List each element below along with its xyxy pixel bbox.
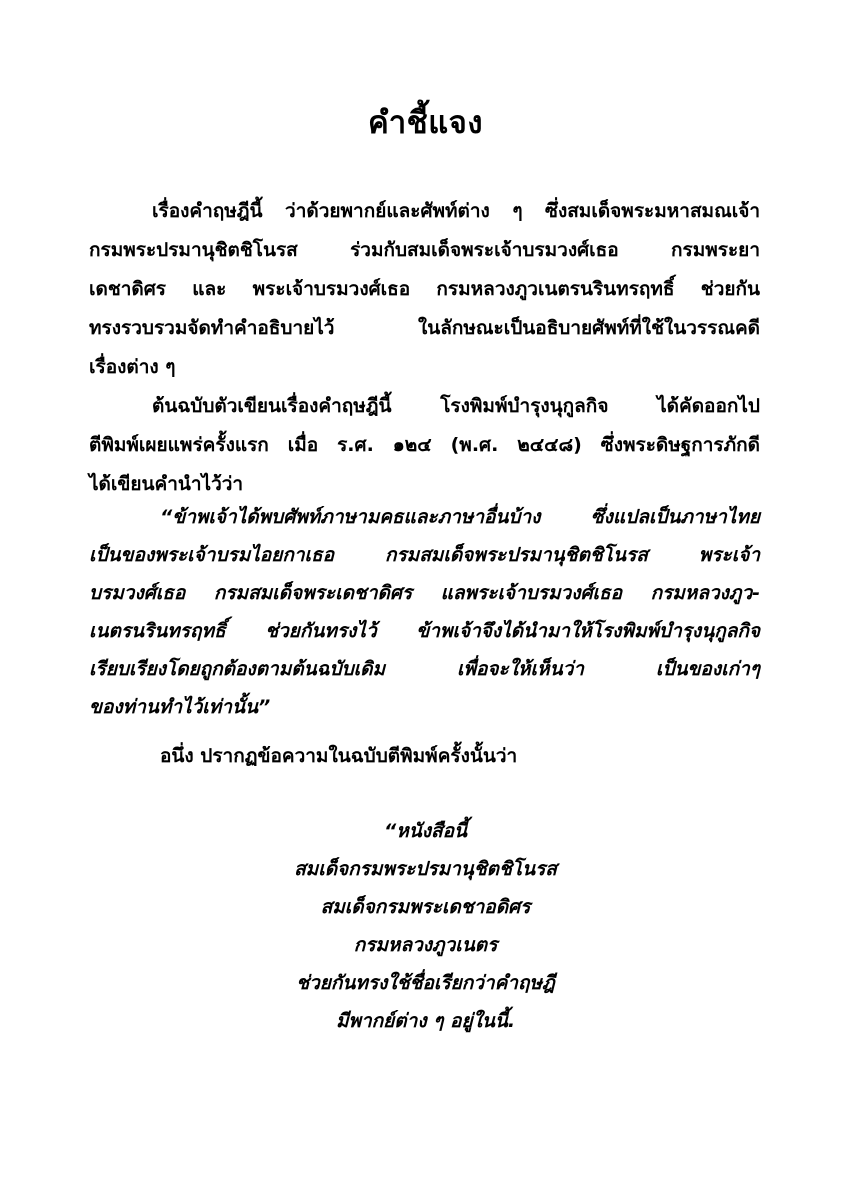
centered-quote-line: สมเด็จกรมพระปรมานุชิตชิโนรส	[294, 858, 557, 880]
centered-quote-line: สมเด็จกรมพระเดชาอดิศร	[320, 896, 531, 918]
quote-line: เนตรนรินทรฤทธิ์ ช่วยกันทรงไว้ ข้าพเจ้าจึงได้นำมาให้โรงพิมพ์บำรุงนุกูลกิจ	[89, 620, 760, 642]
paragraph-line: เรื่องต่าง ๆ	[89, 356, 176, 378]
page-title: คำชี้แจง	[368, 105, 483, 141]
paragraph-line: ต้นฉบับตัวเขียนเรื่องคำฤษฎีนี้ โรงพิมพ์บำรุงนุกูลกิจ ได้คัดออกไป	[152, 395, 760, 417]
paragraph-line: ได้เขียนคำนำไว้ว่า	[89, 473, 244, 495]
paragraph-line: เดชาดิศร และ พระเจ้าบรมวงศ์เธอ กรมหลวงภูวเนตรนรินทรฤทธิ์ ช่วยกัน	[89, 278, 760, 300]
quote-line: “ข้าพเจ้าได้พบศัพท์ภาษามคธและภาษาอื่นบ้าง ซึ่งแปลเป็นภาษาไทย	[160, 506, 760, 528]
paragraph-line: อนึ่ง ปรากฏข้อความในฉบับตีพิมพ์ครั้งนั้นว่า	[160, 745, 518, 767]
quote-line: เป็นของพระเจ้าบรมไอยกาเธอ กรมสมเด็จพระปรมานุชิตชิโนรส พระเจ้า	[89, 544, 760, 566]
quote-line: บรมวงศ์เธอ กรมสมเด็จพระเดชาดิศร แลพระเจ้าบรมวงศ์เธอ กรมหลวงภูว-	[89, 582, 760, 604]
quote-line: เรียบเรียงโดยถูกต้องตามต้นฉบับเดิม เพื่อจะให้เห็นว่า เป็นของเก่าๆ	[89, 658, 760, 680]
centered-quote	[0, 812, 851, 1040]
centered-quote-line: ช่วยกันทรงใช้ชื่อเรียกว่าคำฤษฎี	[296, 972, 555, 994]
paragraph-line: กรมพระปรมานุชิตชิโนรส ร่วมกับสมเด็จพระเจ้าบรมวงศ์เธอ กรมพระยา	[89, 239, 760, 261]
centered-quote-line: มีพากย์ต่าง ๆ อยู่ในนี้.	[335, 1010, 516, 1032]
centered-quote-line: กรมหลวงภูวเนตร	[353, 934, 498, 956]
centered-quote-line: “หนังสือนี้	[383, 820, 468, 842]
paragraph-line: ทรงรวบรวมจัดทำคำอธิบายไว้ ในลักษณะเป็นอธิบายศัพท์ที่ใช้ในวรรณคดี	[89, 317, 760, 339]
paragraph-line: เรื่องคำฤษฎีนี้ ว่าด้วยพากย์และศัพท์ต่าง ๆ ซึ่งสมเด็จพระมหาสมณเจ้า	[152, 200, 760, 222]
paragraph-line: ตีพิมพ์เผยแพร่ครั้งแรก เมื่อ ร.ศ. ๑๒๔ (พ.ศ. ๒๔๔๘) ซึ่งพระดิษฐการภักดี	[89, 434, 760, 456]
quote-line: ของท่านทำไว้เท่านั้น”	[89, 696, 271, 718]
